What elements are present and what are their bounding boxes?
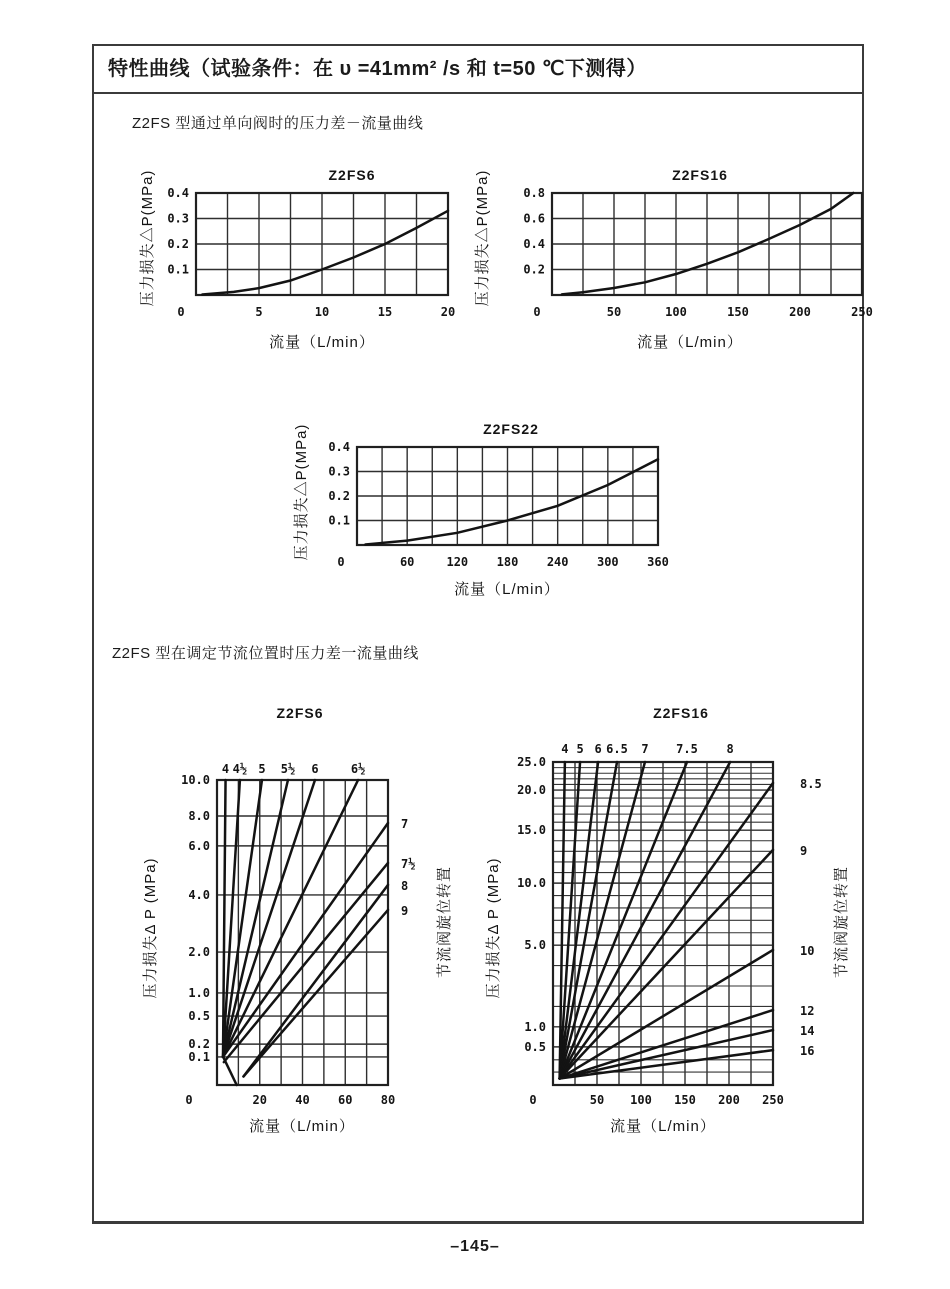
x-tick-label: 5 [255, 305, 263, 319]
y-tick-label: 1.0 [188, 985, 210, 1000]
x-axis-label: 流量（L/min） [249, 1118, 355, 1135]
throttle-position-label: 7½ [401, 856, 416, 871]
x-axis-label: 流量（L/min） [610, 1118, 716, 1135]
x-axis-label: 流量（L/min） [454, 581, 560, 598]
throttle-position-label: 8 [401, 878, 409, 893]
throttle-position-label: 9 [401, 903, 409, 918]
x-tick-label: 0 [185, 1093, 193, 1107]
x-tick-label: 150 [727, 305, 749, 319]
right-axis-label: 节流阀旋位转置 [833, 865, 850, 979]
x-tick-label: 100 [665, 305, 687, 319]
throttle-position-label: 9 [800, 843, 808, 858]
y-tick-label: 0.2 [167, 237, 189, 251]
y-tick-label: 0.6 [523, 211, 545, 226]
y-tick-label: 20.0 [517, 783, 546, 798]
x-tick-label: 250 [851, 305, 873, 319]
x-tick-label: 300 [596, 555, 619, 569]
x-tick-label: 20 [252, 1093, 267, 1107]
chart-z2fs6_throttle [142, 705, 453, 1135]
y-axis-label: 压力损失△P(MPa) [293, 423, 310, 561]
throttle-position-label: 6.5 [606, 742, 628, 756]
y-tick-label: 0.1 [188, 1049, 210, 1064]
x-tick-label: 360 [647, 555, 669, 569]
x-tick-label: 120 [446, 555, 469, 569]
x-axis-label: 流量（L/min） [637, 334, 743, 351]
chart-z2fs16_check [474, 167, 873, 351]
x-tick-label: 200 [789, 305, 811, 319]
x-tick-label: 10 [314, 305, 330, 319]
page-number: –145– [450, 1238, 500, 1255]
x-tick-label: 250 [762, 1093, 784, 1107]
chart-title: Z2FS16 [672, 167, 728, 183]
throttle-position-label: 4 [221, 762, 230, 776]
y-axis-label: 压力损失Δ P (MPa) [485, 857, 502, 999]
y-tick-label: 0.5 [188, 1009, 210, 1024]
y-tick-label: 15.0 [517, 823, 546, 838]
throttle-position-label: 5 [576, 742, 584, 756]
x-tick-label: 200 [718, 1093, 740, 1107]
y-tick-label: 25.0 [517, 755, 546, 769]
y-tick-label: 2.0 [188, 945, 210, 960]
throttle-position-label: 6 [311, 762, 319, 776]
y-tick-label: 6.0 [188, 838, 210, 853]
throttle-position-label: 14 [800, 1024, 815, 1039]
right-axis-label: 节流阀旋位转置 [436, 865, 453, 979]
y-tick-label: 0.3 [167, 211, 189, 226]
x-tick-label: 40 [295, 1093, 310, 1107]
x-tick-label: 100 [630, 1093, 652, 1107]
y-tick-label: 8.0 [188, 808, 210, 823]
x-tick-label: 0 [177, 305, 185, 319]
y-tick-label: 0.3 [328, 464, 350, 479]
x-tick-label: 0 [529, 1093, 537, 1107]
pressure-flow-curve [202, 211, 448, 295]
throttle-position-label: 7 [401, 817, 409, 832]
throttle-position-label: 16 [800, 1044, 815, 1059]
y-tick-label: 0.4 [328, 440, 350, 454]
x-tick-label: 20 [440, 305, 456, 319]
y-tick-label: 0.4 [167, 186, 189, 200]
throttle-position-label: 10 [800, 943, 815, 958]
x-tick-label: 60 [399, 555, 415, 569]
throttle-position-label: 4½ [232, 762, 248, 776]
throttle-position-label: 5½ [280, 762, 296, 776]
x-tick-label: 15 [377, 305, 393, 319]
chart-z2fs6_check [139, 167, 455, 351]
chart-title: Z2FS6 [276, 705, 324, 721]
section-heading-check-valve: Z2FS 型通过单向阀时的压力差－流量曲线 [132, 115, 424, 132]
chart-title: Z2FS16 [653, 705, 709, 721]
throttle-position-label: 6½ [350, 762, 366, 776]
x-tick-label: 0 [533, 305, 541, 319]
y-tick-label: 4.0 [188, 887, 210, 902]
throttle-position-label: 8 [726, 742, 734, 756]
x-tick-label: 0 [337, 555, 345, 569]
y-tick-label: 0.1 [328, 513, 350, 528]
y-tick-label: 5.0 [524, 938, 546, 953]
y-tick-label: 1.0 [524, 1019, 546, 1034]
y-axis-label: 压力损失Δ P (MPa) [142, 857, 159, 999]
y-tick-label: 0.2 [328, 489, 350, 503]
throttle-position-label: 8.5 [800, 776, 822, 791]
y-tick-label: 0.1 [167, 262, 189, 277]
throttle-position-label: 5 [258, 762, 266, 776]
page-title: 特性曲线（试验条件：在 υ =41mm² /s 和 t=50 ℃下测得） [94, 46, 862, 94]
y-tick-label: 0.2 [188, 1037, 210, 1052]
x-tick-label: 240 [546, 555, 569, 569]
throttle-position-label: 4 [561, 742, 569, 756]
y-tick-label: 10.0 [517, 876, 546, 891]
x-tick-label: 80 [380, 1093, 396, 1107]
throttle-position-label: 7 [641, 742, 649, 756]
throttle-position-label: 6 [594, 742, 602, 756]
x-tick-label: 150 [674, 1093, 696, 1107]
chart-title: Z2FS6 [328, 167, 376, 183]
x-tick-label: 50 [606, 305, 622, 319]
x-tick-label: 60 [338, 1093, 353, 1107]
y-tick-label: 0.5 [524, 1039, 546, 1054]
y-tick-label: 0.4 [523, 237, 545, 251]
y-tick-label: 0.2 [523, 262, 545, 277]
throttle-line-7½ [224, 863, 388, 1062]
chart-z2fs22_check [293, 421, 669, 598]
y-tick-label: 10.0 [181, 773, 210, 787]
y-axis-label: 压力损失△P(MPa) [474, 169, 491, 307]
throttle-position-label: 7.5 [676, 742, 698, 756]
y-axis-label: 压力损失△P(MPa) [139, 169, 156, 307]
throttle-line-8.5 [560, 783, 773, 1079]
x-axis-label: 流量（L/min） [269, 334, 375, 351]
x-tick-label: 50 [589, 1093, 605, 1107]
inlet-segment [223, 1058, 236, 1085]
chart-title: Z2FS22 [483, 421, 539, 437]
throttle-position-label: 12 [800, 1004, 815, 1019]
section-heading-throttle: Z2FS 型在调定节流位置时压力差一流量曲线 [112, 645, 419, 662]
x-tick-label: 180 [496, 555, 519, 569]
chart-z2fs16_throttle [485, 705, 850, 1135]
y-tick-label: 0.8 [523, 186, 545, 200]
